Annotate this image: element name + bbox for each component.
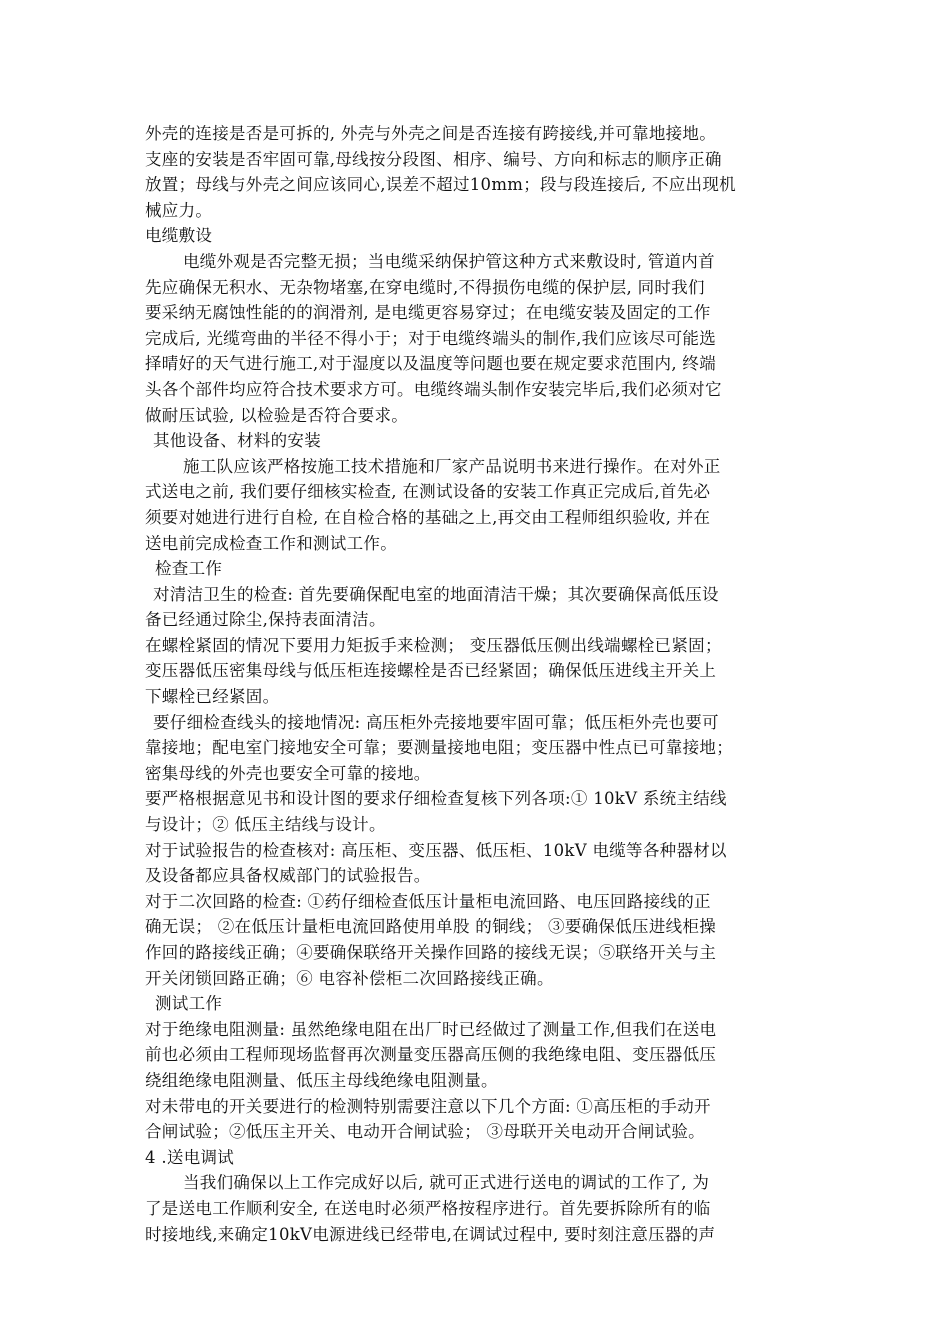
body-line: 密集母线的外壳也要安全可靠的接地。 <box>145 763 431 783</box>
document-body <box>145 121 815 1247</box>
body-line: 要仔细检查线头的接地情况: 高压柜外壳接地要牢固可靠；低压柜外壳也要可 <box>153 712 719 732</box>
body-line: 绕组绝缘电阻测量、低压主母线绝缘电阻测量。 <box>145 1070 498 1090</box>
section-heading: 检查工作 <box>155 559 223 579</box>
body-line: 备已经通过除尘,保持表面清洁。 <box>145 610 386 630</box>
body-line: 施工队应该严格按施工技术措施和厂家产品说明书来进行操作。在对外正 <box>183 456 721 476</box>
body-line: 送电前完成检查工作和测试工作。 <box>145 533 397 553</box>
section-heading: 其他设备、材料的安装 <box>153 431 321 451</box>
body-line: 前也必须由工程师现场监督再次测量变压器高压侧的我绝缘电阻、变压器低压 <box>145 1045 717 1065</box>
body-line: 放置；母线与外壳之间应该同心,误差不超过10mm；段与段连接后, 不应出现机 <box>145 175 736 195</box>
body-line: 靠接地；配电室门接地安全可靠；要测量接地电阻；变压器中性点已可靠接地； <box>145 738 733 758</box>
body-line: 完成后, 光缆弯曲的半径不得小于；对于电缆终端头的制作,我们应该尽可能选 <box>145 328 717 348</box>
body-line: 对未带电的开关要进行的检测特别需要注意以下几个方面: ①高压柜的手动开 <box>145 1096 711 1116</box>
body-line: 及设备都应具备权威部门的试验报告。 <box>145 866 431 886</box>
body-line: 要严格根据意见书和设计图的要求仔细检查复核下列各项:① 10kV 系统主结线 <box>145 789 727 809</box>
body-line: 先应确保无积水、无杂物堵塞,在穿电缆时,不得损伤电缆的保护层, 同时我们 <box>145 277 705 297</box>
body-line: 式送电之前, 我们要仔细核实检查, 在测试设备的安装工作真正完成后,首先必 <box>145 482 711 502</box>
body-line: 电缆外观是否完整无损；当电缆采纳保护管这种方式来敷设时, 管道内首 <box>183 251 715 271</box>
body-line: 支座的安装是否牢固可靠,母线按分段图、相序、编号、方向和标志的顺序正确 <box>145 149 722 169</box>
body-line: 要采纳无腐蚀性能的的润滑剂, 是电缆更容易穿过；在电缆安装及固定的工作 <box>145 303 711 323</box>
body-line: 了是送电工作顺利安全, 在送电时必须严格按程序进行。首先要拆除所有的临 <box>145 1198 711 1218</box>
section-heading: 4 .送电调试 <box>145 1147 235 1167</box>
body-line: 下螺栓已经紧固。 <box>145 687 280 707</box>
body-line: 与设计；② 低压主结线与设计。 <box>145 815 386 835</box>
body-line: 对清洁卫生的检查: 首先要确保配电室的地面清洁干燥；其次要确保高低压设 <box>153 584 719 604</box>
body-line: 外壳的连接是否是可拆的, 外壳与外壳之间是否连接有跨接线,并可靠地接地。 <box>145 124 717 143</box>
section-heading: 电缆敷设 <box>145 226 213 246</box>
body-line: 确无误； ②在低压计量柜电流回路使用单股 的铜线； ③要确保低压进线柜操 <box>145 917 717 937</box>
body-line: 做耐压试验, 以检验是否符合要求。 <box>145 405 409 425</box>
body-line: 当我们确保以上工作完成好以后, 就可正式进行送电的调试的工作了, 为 <box>183 1173 710 1193</box>
body-line: 择晴好的天气进行施工,对于湿度以及温度等问题也要在规定要求范围内, 终端 <box>145 354 717 374</box>
body-line: 头各个部件均应符合技术要求方可。电缆终端头制作安装完毕后,我们必须对它 <box>145 379 722 399</box>
body-line: 合闸试验；②低压主开关、电动开合闸试验； ③母联开关电动开合闸试验。 <box>145 1122 705 1142</box>
body-line: 对于试验报告的检查核对: 高压柜、变压器、低压柜、10kV 电缆等各种器材以 <box>145 840 727 860</box>
body-line: 在螺栓紧固的情况下要用力矩扳手来检测； 变压器低压侧出线端螺栓已紧固； <box>145 635 722 655</box>
body-line: 对于二次回路的检查: ①药仔细检查低压计量柜电流回路、电压回路接线的正 <box>145 891 711 911</box>
section-heading: 测试工作 <box>155 994 223 1014</box>
body-line: 开关闭锁回路正确；⑥ 电容补偿柜二次回路接线正确。 <box>145 968 554 988</box>
body-line: 对于绝缘电阻测量: 虽然绝缘电阻在出厂时已经做过了测量工作,但我们在送电 <box>145 1019 717 1039</box>
body-line: 械应力。 <box>145 200 213 220</box>
body-line: 作回的路接线正确；④要确保联络开关操作回路的接线无误；⑤联络开关与主 <box>145 943 717 962</box>
body-line: 时接地线,来确定10kV电源进线已经带电,在调试过程中, 要时刻注意压器的声 <box>145 1224 716 1244</box>
body-line: 须要对她进行进行自检, 在自检合格的基础之上,再交由工程师组织验收, 并在 <box>145 507 711 527</box>
body-line: 变压器低压密集母线与低压柜连接螺栓是否已经紧固；确保低压进线主开关上 <box>145 661 717 681</box>
